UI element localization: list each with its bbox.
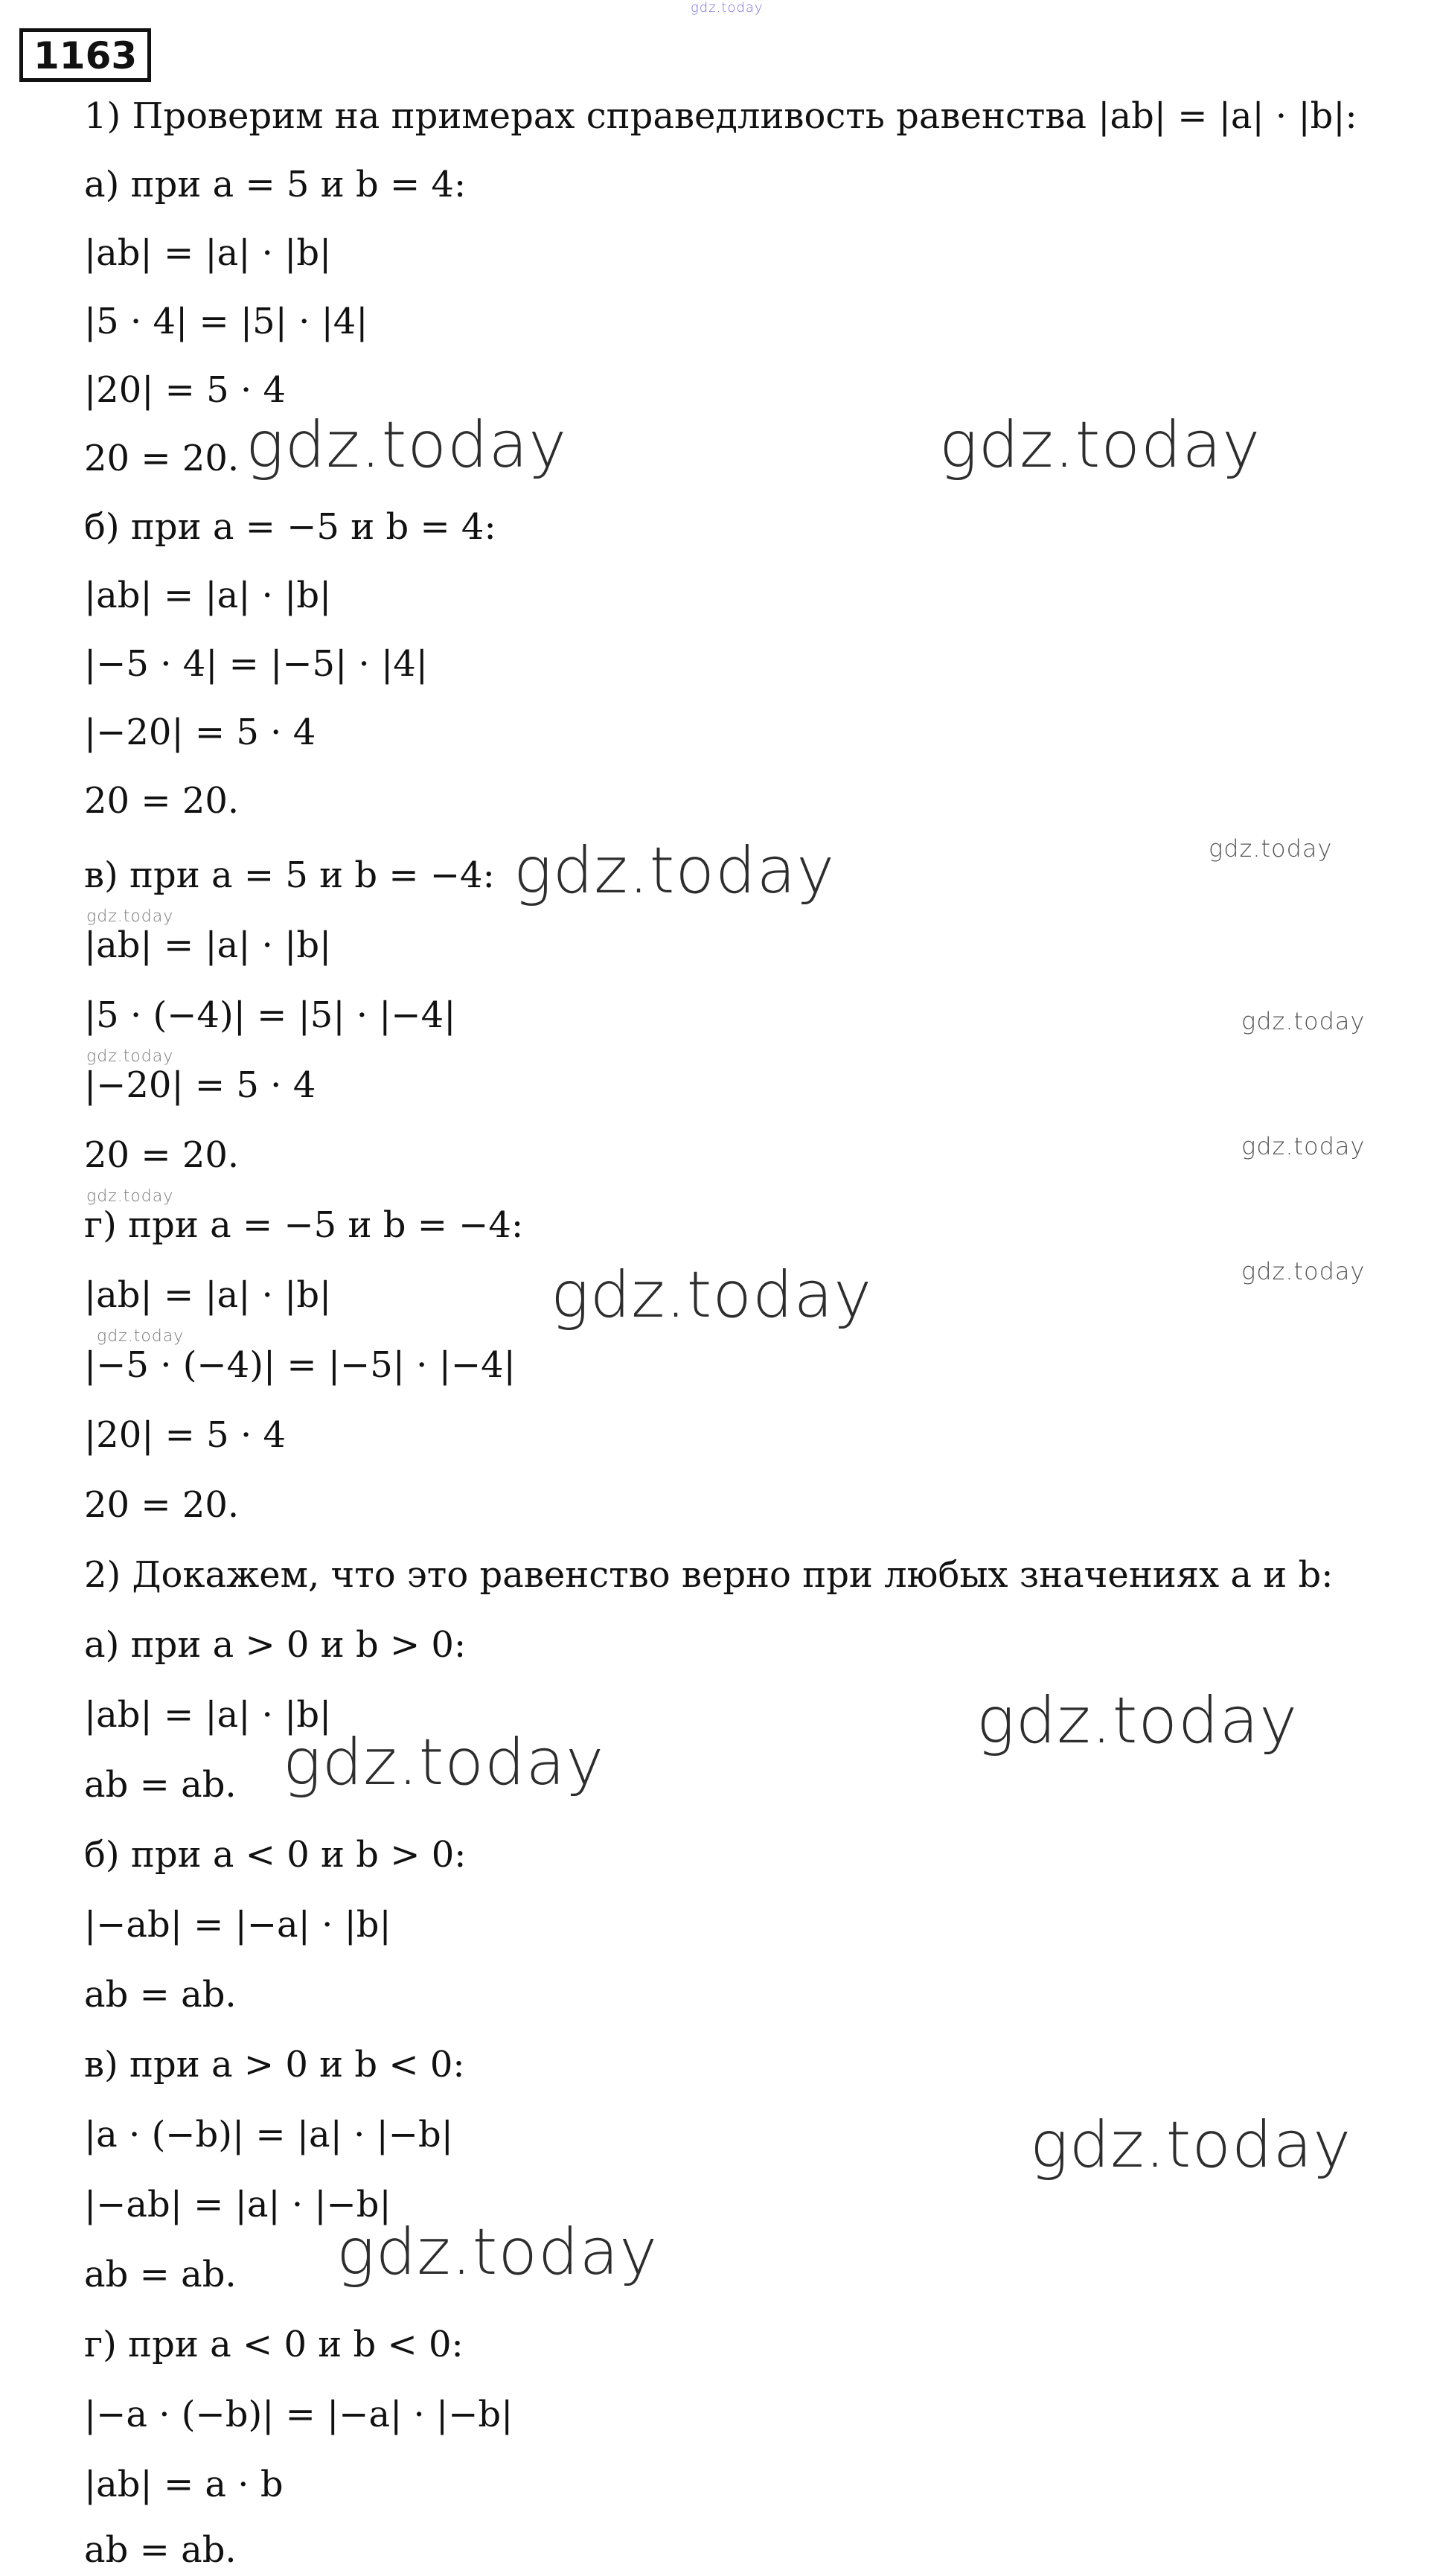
text-line: ab = ab.: [84, 1974, 237, 2016]
text-line: в) при a > 0 и b < 0:: [84, 2044, 465, 2086]
watermark: gdz.today: [1241, 1257, 1366, 1285]
text-line: 20 = 20.: [84, 780, 240, 822]
text-line: |20| = 5 · 4: [84, 1414, 287, 1456]
problem-number: 1163: [19, 28, 151, 82]
watermark: gdz.today: [976, 1684, 1299, 1758]
text-line: |−5 · (−4)| = |−5| · |−4|: [84, 1344, 516, 1386]
text-line: |ab| = |a| · |b|: [84, 232, 332, 274]
text-line: |−20| = 5 · 4: [84, 712, 316, 753]
text-line: 20 = 20.: [84, 438, 240, 479]
watermark: gdz.today: [283, 1725, 605, 1800]
text-line: б) при a < 0 и b > 0:: [84, 1834, 467, 1876]
text-line: а) при a > 0 и b > 0:: [84, 1624, 467, 1666]
text-line: |ab| = a · b: [84, 2464, 284, 2505]
text-line: |−5 · 4| = |−5| · |4|: [84, 643, 428, 685]
text-line: 2) Докажем, что это равенство верно при любых значениях a и b:: [84, 1554, 1334, 1596]
watermark: gdz.today: [1241, 1132, 1366, 1160]
watermark: gdz.today: [97, 1327, 185, 1346]
text-line: |−ab| = |a| · |−b|: [84, 2184, 391, 2225]
watermark: gdz.today: [1241, 1007, 1366, 1035]
watermark: gdz.today: [86, 907, 174, 926]
watermark: gdz.today: [513, 834, 836, 908]
text-line: |ab| = |a| · |b|: [84, 575, 332, 616]
text-line: г) при a < 0 и b < 0:: [84, 2324, 464, 2365]
text-line: б) при a = −5 и b = 4:: [84, 506, 496, 548]
text-line: г) при a = −5 и b = −4:: [84, 1204, 524, 1246]
text-line: ab = ab.: [84, 2529, 237, 2571]
text-line: |ab| = |a| · |b|: [84, 1274, 332, 1316]
watermark: gdz.today: [1030, 2108, 1352, 2182]
text-line: 1) Проверим на примерах справедливость равенства |ab| = |a| · |b|:: [84, 95, 1357, 137]
watermark: gdz.today: [336, 2215, 659, 2289]
watermark: gdz.today: [86, 1187, 174, 1206]
header-watermark: gdz.today: [691, 0, 764, 16]
text-line: |5 · (−4)| = |5| · |−4|: [84, 994, 456, 1036]
text-line: |a · (−b)| = |a| · |−b|: [84, 2114, 453, 2155]
watermark: gdz.today: [939, 408, 1261, 482]
text-line: |ab| = |a| · |b|: [84, 1694, 332, 1736]
text-line: ab = ab.: [84, 1764, 237, 1806]
text-line: |ab| = |a| · |b|: [84, 924, 332, 966]
text-line: |20| = 5 · 4: [84, 369, 287, 411]
text-line: |5 · 4| = |5| · |4|: [84, 301, 368, 342]
text-line: в) при a = 5 и b = −4:: [84, 854, 495, 896]
watermark: gdz.today: [86, 1047, 174, 1066]
watermark: gdz.today: [1209, 834, 1333, 863]
text-line: а) при a = 5 и b = 4:: [84, 164, 467, 205]
text-line: 20 = 20.: [84, 1134, 240, 1176]
text-line: ab = ab.: [84, 2254, 237, 2295]
text-line: |−a · (−b)| = |−a| · |−b|: [84, 2394, 513, 2435]
text-line: 20 = 20.: [84, 1484, 240, 1526]
text-line: |−ab| = |−a| · |b|: [84, 1904, 391, 1946]
text-line: |−20| = 5 · 4: [84, 1064, 316, 1106]
watermark: gdz.today: [551, 1258, 873, 1332]
watermark: gdz.today: [246, 408, 568, 482]
